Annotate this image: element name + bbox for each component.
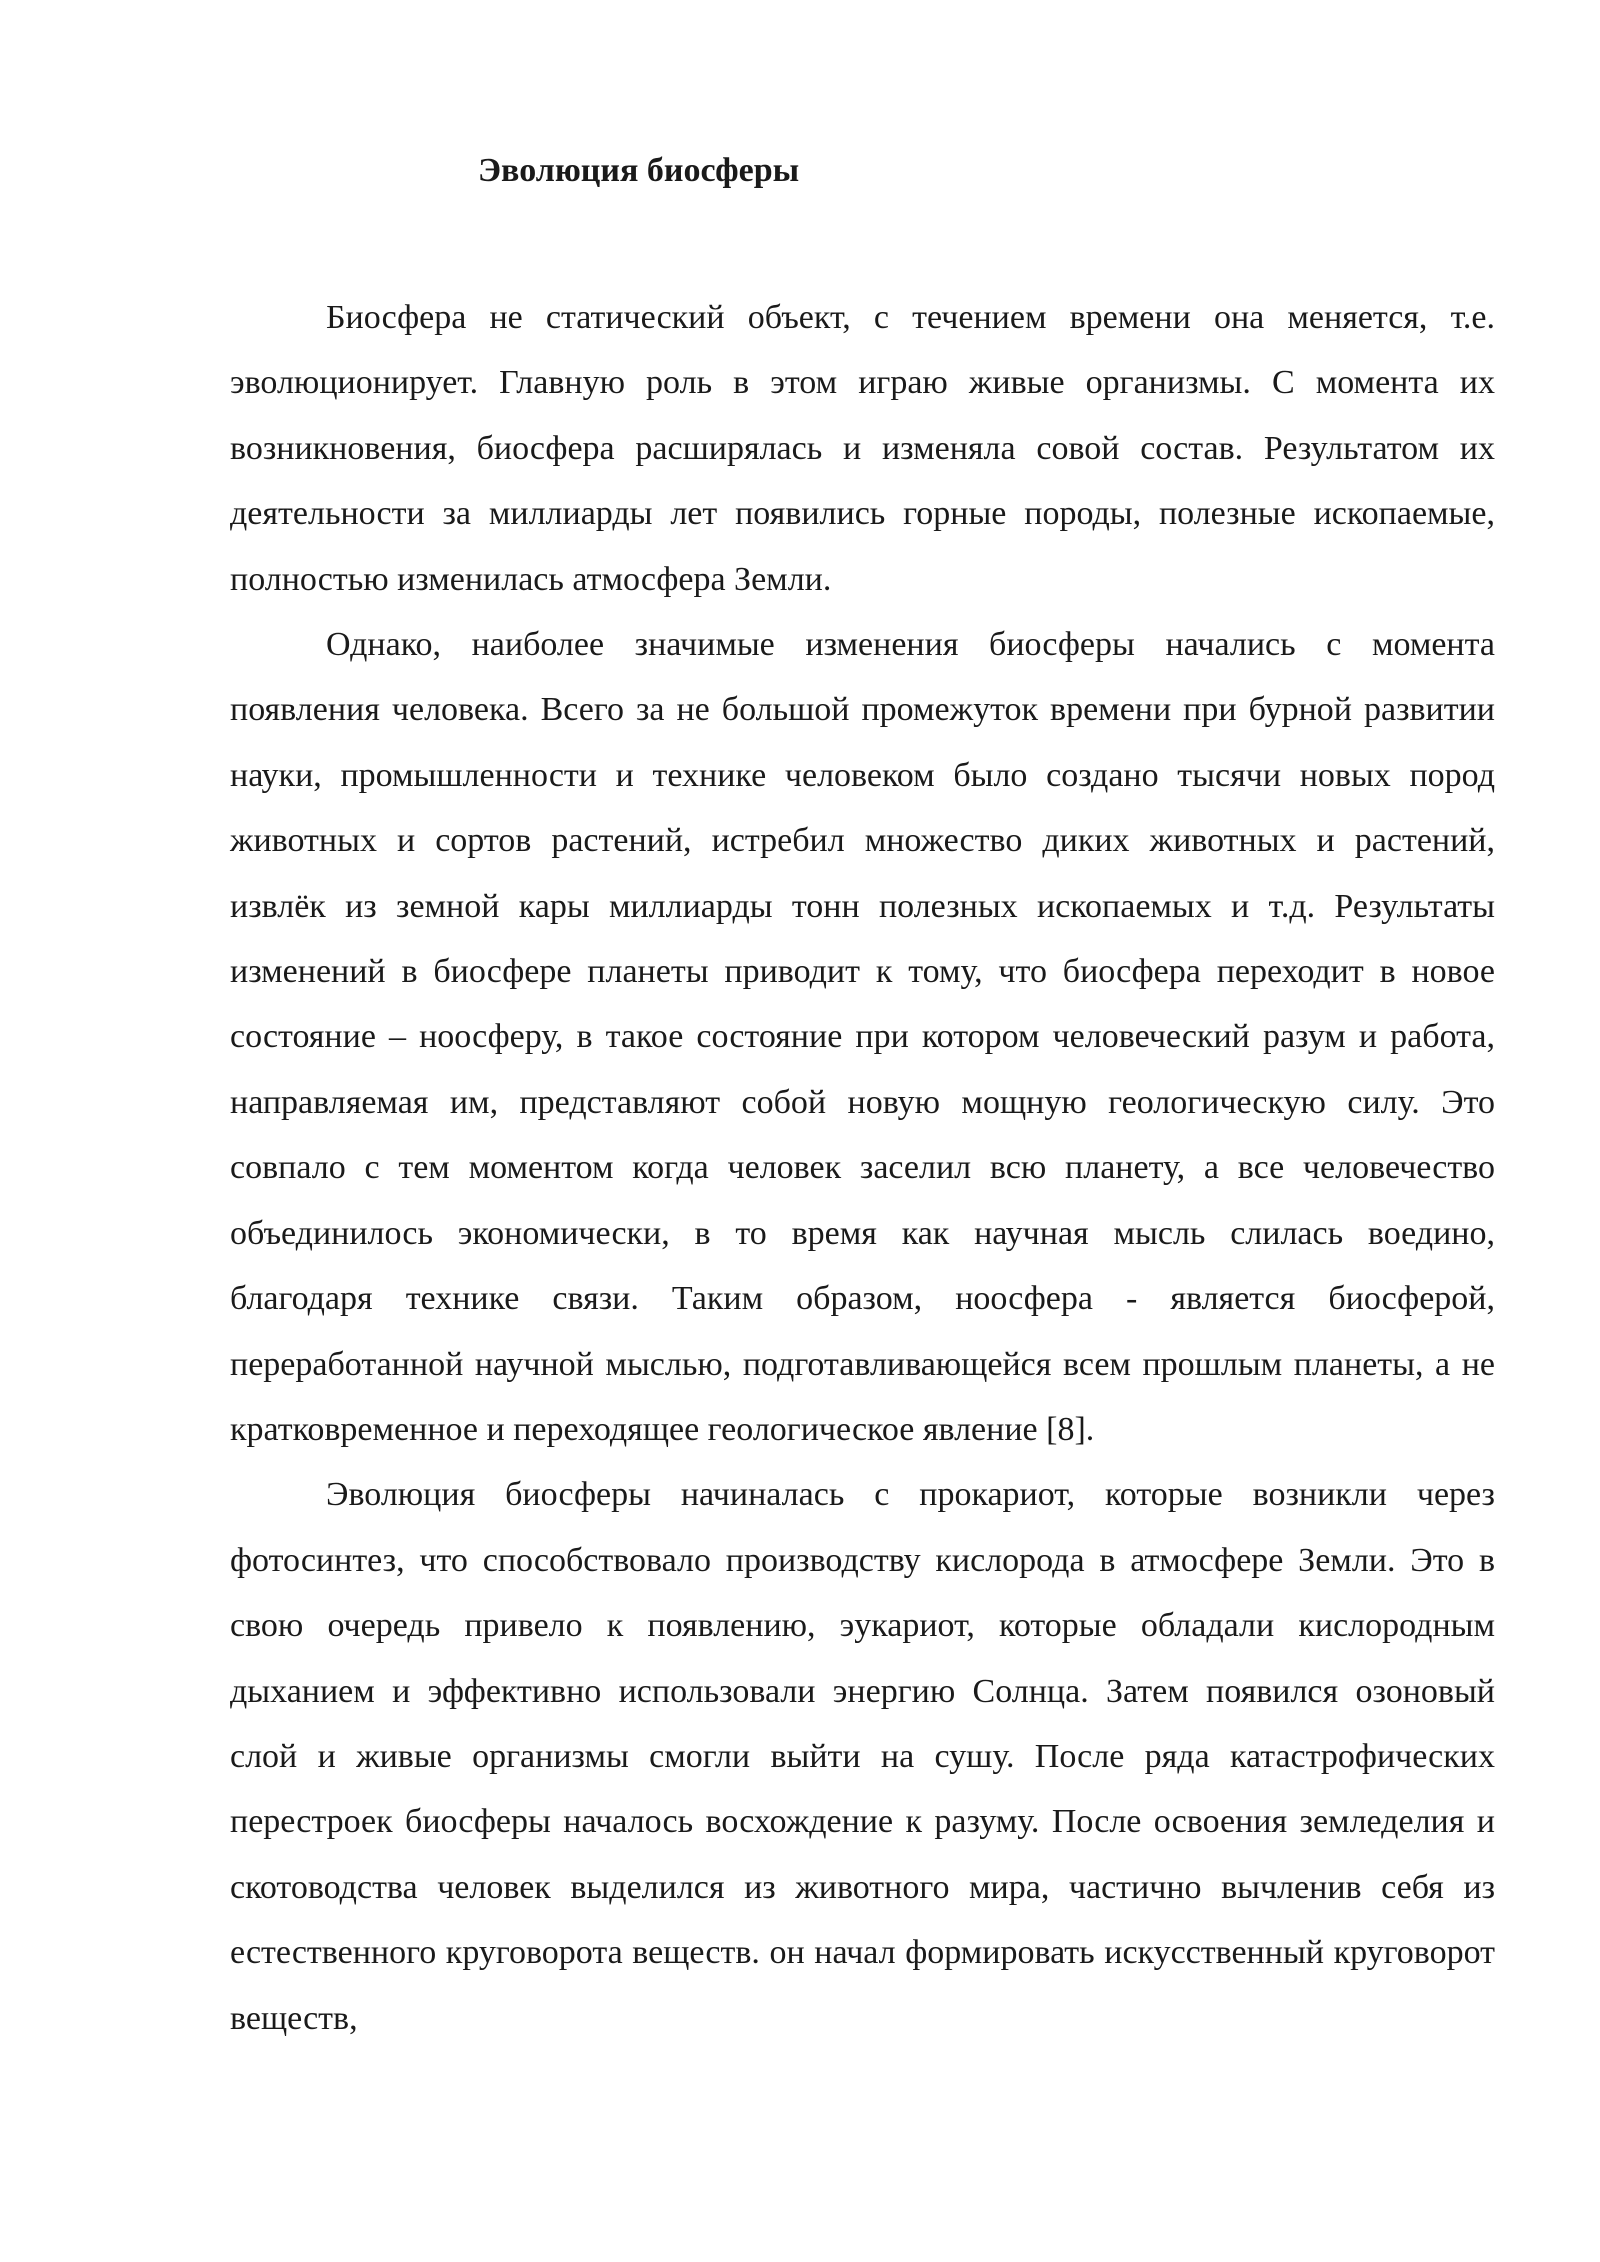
paragraph-2: Однако, наиболее значимые изменения биосферы начались с момента появления человека. Всего за не большой промежуток времени при бурной развитии науки, промышленности и технике человеком было создано тысячи новых пород животных и сортов растений, истребил множество диких животных и растений, извлёк из земной кары миллиарды тонн полезных ископаемых и т.д. Результаты изменений в биосфере планеты приводит к тому, что биосфера переходит в новое состояние – ноосферу, в такое состояние при котором человеческий разум и работа, направляемая им, представляют собой новую мощную геологическую силу. Это совпало с тем моментом когда человек заселил всю планету, а все человечество объединилось экономически, в то время как научная мысль слилась воедино, благодаря технике связи. Таким образом, ноосфера - является биосферой, переработанной научной мыслью, подготавливающейся всем прошлым планеты, а не кратковременное и переходящее геологическое явление [8]. xyxy=(230,626,1495,1448)
document-body xyxy=(230,285,1495,2051)
paragraph-1: Биосфера не статический объект, с течением времени она меняется, т.е. эволюционирует. Главную роль в этом играю живые организмы. С момента их возникновения, биосфера расширялась и изменяла совой состав. Результатом их деятельности за миллиарды лет появились горные породы, полезные ископаемые, полностью изменилась атмосфера Земли. xyxy=(230,299,1495,598)
document-title: Эволюция биосферы xyxy=(478,152,800,189)
paragraph-3: Эволюция биосферы начиналась с прокариот, которые возникли через фотосинтез, что способствовало производству кислорода в атмосфере Земли. Это в свою очередь привело к появлению, эукариот, которые обладали кислородным дыханием и эффективно использовали энергию Солнца. Затем появился озоновый слой и живые организмы смогли выйти на сушу. После ряда катастрофических перестроек биосферы началось восхождение к разуму. После освоения земледелия и скотоводства человек выделился из животного мира, частично вычленив себя из естественного круговорота веществ. он начал формировать искусственный круговорот веществ, xyxy=(230,1476,1495,2037)
